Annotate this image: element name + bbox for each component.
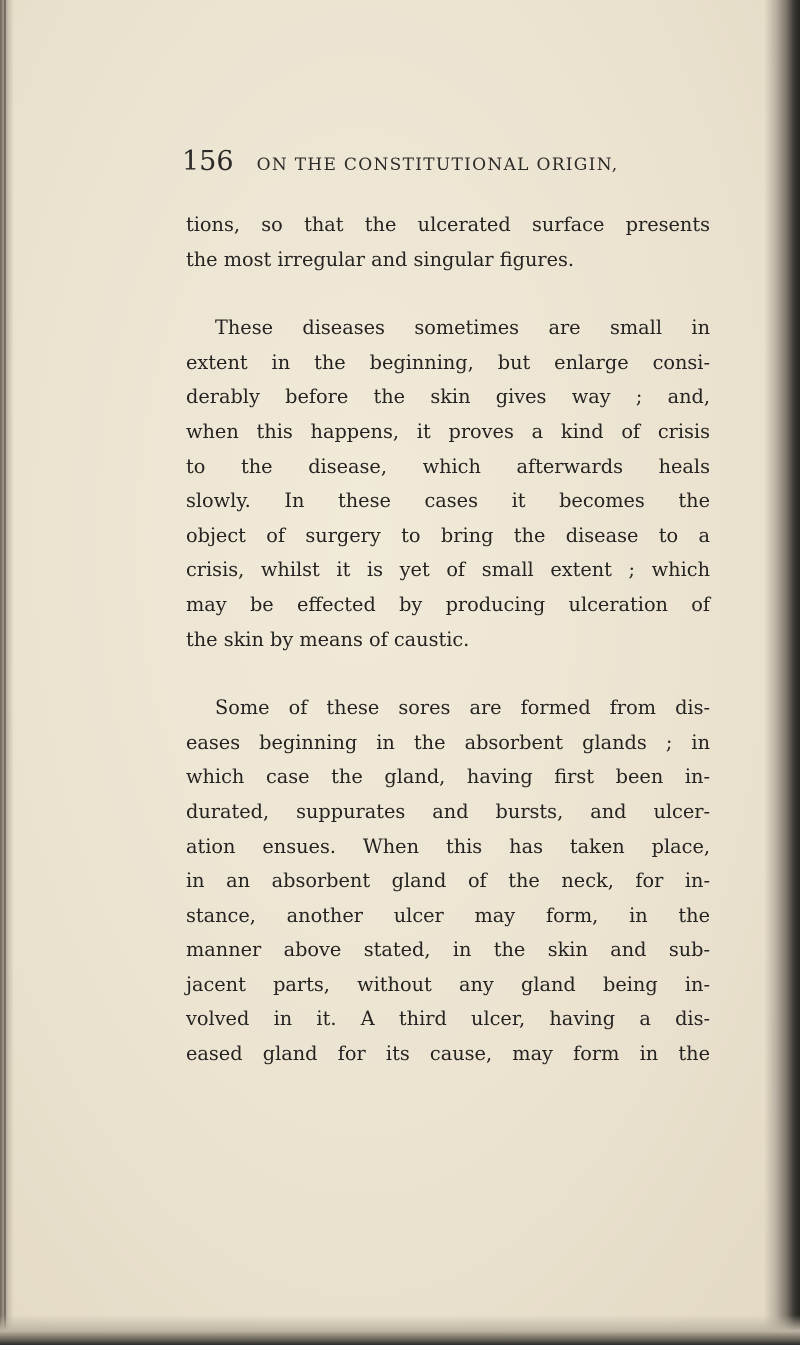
text-line: manner above stated, in the skin and sub-	[186, 938, 710, 962]
page-right-shadow	[764, 0, 800, 1345]
text-line: eases beginning in the absorbent glands ; in	[186, 730, 710, 754]
text-line: the most irregular and singular figures.	[186, 247, 575, 271]
text-line: These diseases sometimes are small in	[215, 316, 710, 340]
text-line: extent in the beginning, but enlarge consi-	[186, 350, 710, 374]
text-line: stance, another ulcer may form, in the	[186, 903, 710, 927]
paragraph	[186, 311, 710, 657]
text-line: jacent parts, without any gland being in-	[186, 972, 710, 996]
text-line: may be effected by producing ulceration of	[186, 592, 710, 616]
text-line: which case the gland, having first been in-	[186, 765, 710, 789]
text-line: volved in it. A third ulcer, having a dis-	[186, 1007, 710, 1031]
text-line: in an absorbent gland of the neck, for in-	[186, 869, 710, 893]
paragraph	[186, 208, 710, 277]
text-line: durated, suppurates and bursts, and ulcer-	[186, 799, 710, 823]
running-head: ON THE CONSTITUTIONAL ORIGIN,	[256, 155, 619, 175]
paragraph	[186, 691, 710, 1072]
text-line: when this happens, it proves a kind of crisis	[186, 419, 710, 443]
page-left-shadow	[0, 0, 14, 1345]
binding-line	[4, 0, 6, 1345]
text-line: tions, so that the ulcerated surface presents	[186, 213, 710, 236]
text-line: the skin by means of caustic.	[186, 627, 470, 651]
text-line: crisis, whilst it is yet of small extent ; which	[186, 558, 710, 582]
text-line: derably before the skin gives way ; and,	[186, 385, 710, 409]
text-line: slowly. In these cases it becomes the	[186, 489, 710, 513]
page-header	[182, 146, 742, 186]
text-line: to the disease, which afterwards heals	[186, 454, 710, 478]
body-text	[186, 208, 710, 1072]
page-number: 156	[182, 146, 234, 177]
page-bottom-shadow	[0, 1315, 800, 1345]
text-line: object of surgery to bring the disease to a	[186, 523, 710, 547]
text-line: ation ensues. When this has taken place,	[186, 834, 710, 858]
text-line: Some of these sores are formed from dis-	[215, 696, 710, 720]
text-line: eased gland for its cause, may form in the	[186, 1042, 710, 1066]
